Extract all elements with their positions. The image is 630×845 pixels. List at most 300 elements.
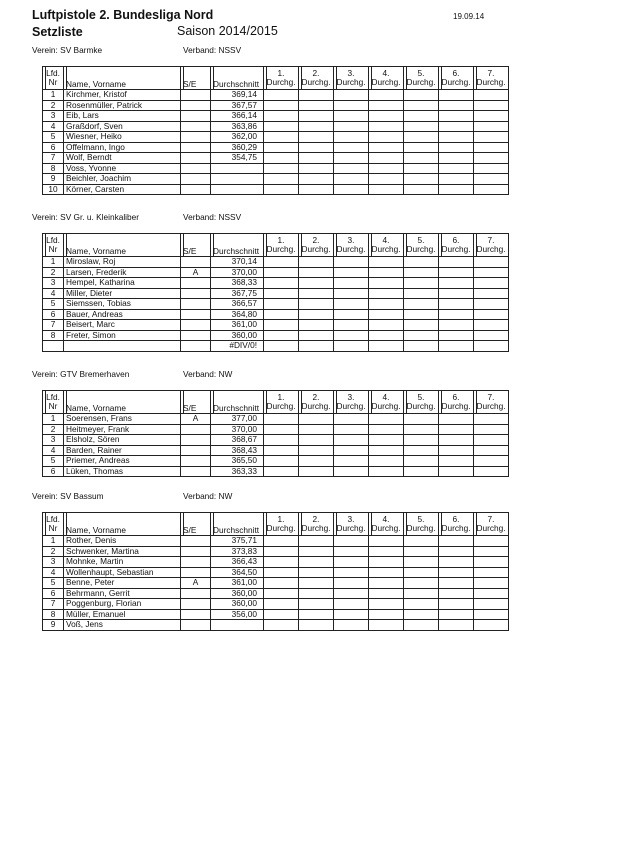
durchgang-label: Durchg.	[476, 523, 506, 533]
table-row	[43, 257, 509, 268]
durchgang-cell-3	[334, 445, 369, 456]
header-average: Durchschnitt	[211, 234, 264, 257]
shooter-name: Priemer, Andreas	[64, 456, 181, 467]
verein-label: Verein:	[32, 212, 58, 222]
durchgang-cell-2	[299, 267, 334, 278]
durchgang-number: 3.	[347, 514, 355, 524]
durchgang-cell-3	[334, 257, 369, 268]
durchgang-cell-2	[299, 588, 334, 599]
verein-name: SV Bassum	[60, 491, 104, 501]
durchgang-cell-7	[474, 620, 509, 631]
durchgang-cell-3	[334, 90, 369, 101]
shooter-name: Poggenburg, Florian	[64, 599, 181, 610]
durchgang-cell-7	[474, 414, 509, 425]
durchgang-cell-1	[264, 320, 299, 331]
durchgang-label: Durchg.	[371, 244, 401, 254]
header-durchgang-d7	[474, 67, 509, 90]
durchgang-number: 7.	[487, 392, 495, 402]
header-durchgang-d6	[439, 67, 474, 90]
durchgang-cell-4	[369, 578, 404, 589]
durchgang-cell-1	[264, 456, 299, 467]
durchgang-cell-5	[404, 435, 439, 446]
se-marker: A	[181, 578, 211, 589]
shooter-name: Graßdorf, Sven	[64, 121, 181, 132]
durchgang-cell-1	[264, 546, 299, 557]
table-row	[43, 330, 509, 341]
club-name-line	[32, 212, 139, 222]
durchgang-cell-2	[299, 278, 334, 289]
durchgang-cell-3	[334, 536, 369, 547]
average-score: 375,71	[211, 536, 264, 547]
row-number: 6	[43, 142, 64, 153]
durchgang-cell-7	[474, 111, 509, 122]
average-score: 361,00	[211, 320, 264, 331]
durchgang-cell-5	[404, 100, 439, 111]
durchgang-cell-2	[299, 456, 334, 467]
header-durchgang-d5	[404, 67, 439, 90]
header-durchgang-d2	[299, 67, 334, 90]
durchgang-cell-7	[474, 599, 509, 610]
shooter-name: Bauer, Andreas	[64, 309, 181, 320]
durchgang-number: 1.	[277, 514, 285, 524]
durchgang-cell-6	[439, 620, 474, 631]
durchgang-cell-6	[439, 588, 474, 599]
row-number: 5	[43, 299, 64, 310]
header-durchgang-d6	[439, 513, 474, 536]
durchgang-cell-7	[474, 267, 509, 278]
durchgang-cell-4	[369, 414, 404, 425]
verein-label: Verein:	[32, 369, 58, 379]
durchgang-cell-5	[404, 466, 439, 477]
row-number: 6	[43, 588, 64, 599]
durchgang-cell-6	[439, 278, 474, 289]
verband-name: NW	[218, 491, 233, 501]
durchgang-cell-6	[439, 445, 474, 456]
durchgang-cell-7	[474, 578, 509, 589]
table-row	[43, 609, 509, 620]
durchgang-number: 5.	[417, 68, 425, 78]
average-score: 364,50	[211, 567, 264, 578]
durchgang-cell-4	[369, 536, 404, 547]
durchgang-label: Durchg.	[441, 401, 471, 411]
durchgang-cell-7	[474, 163, 509, 174]
durchgang-cell-4	[369, 620, 404, 631]
header-se: S/E	[181, 391, 211, 414]
durchgang-cell-6	[439, 288, 474, 299]
durchgang-cell-5	[404, 546, 439, 557]
shooter-name: Offelmann, Ingo	[64, 142, 181, 153]
header-name: Name, Vorname	[64, 513, 181, 536]
durchgang-cell-2	[299, 609, 334, 620]
durchgang-cell-6	[439, 90, 474, 101]
durchgang-number: 1.	[277, 68, 285, 78]
shooter-name: Larsen, Frederik	[64, 267, 181, 278]
durchgang-cell-5	[404, 567, 439, 578]
durchgang-cell-3	[334, 309, 369, 320]
setzliste-table	[42, 512, 509, 631]
average-score: 363,86	[211, 121, 264, 132]
verband-label: Verband:	[183, 491, 217, 501]
header-se: S/E	[181, 67, 211, 90]
durchgang-cell-5	[404, 121, 439, 132]
club-name-line	[32, 369, 129, 379]
durchgang-cell-4	[369, 174, 404, 185]
durchgang-cell-3	[334, 184, 369, 195]
row-number: 1	[43, 414, 64, 425]
durchgang-cell-6	[439, 163, 474, 174]
header-durchgang-d4	[369, 391, 404, 414]
durchgang-cell-2	[299, 536, 334, 547]
durchgang-cell-5	[404, 111, 439, 122]
table-row	[43, 267, 509, 278]
durchgang-cell-4	[369, 341, 404, 352]
header-durchgang-d1	[264, 391, 299, 414]
durchgang-cell-6	[439, 267, 474, 278]
durchgang-cell-1	[264, 435, 299, 446]
durchgang-cell-2	[299, 121, 334, 132]
row-number: 8	[43, 330, 64, 341]
average-score: 367,57	[211, 100, 264, 111]
durchgang-number: 5.	[417, 514, 425, 524]
table-row	[43, 153, 509, 164]
se-marker: A	[181, 414, 211, 425]
se-marker	[181, 121, 211, 132]
table-row	[43, 578, 509, 589]
se-marker	[181, 309, 211, 320]
header-name: Name, Vorname	[64, 67, 181, 90]
average-score: 377,00	[211, 414, 264, 425]
durchgang-cell-4	[369, 121, 404, 132]
row-number: 7	[43, 153, 64, 164]
table-row	[43, 414, 509, 425]
durchgang-number: 3.	[347, 235, 355, 245]
durchgang-cell-1	[264, 414, 299, 425]
header-lfd: Lfd.	[46, 235, 60, 245]
durchgang-cell-3	[334, 599, 369, 610]
average-score: 370,00	[211, 267, 264, 278]
se-marker	[181, 435, 211, 446]
durchgang-number: 6.	[452, 514, 460, 524]
durchgang-cell-7	[474, 536, 509, 547]
durchgang-label: Durchg.	[301, 523, 331, 533]
table-row	[43, 599, 509, 610]
durchgang-cell-4	[369, 456, 404, 467]
verband-line	[183, 45, 241, 55]
shooter-name: Soerensen, Frans	[64, 414, 181, 425]
page-subtitle: Setzliste	[32, 25, 83, 39]
durchgang-cell-6	[439, 132, 474, 143]
durchgang-cell-6	[439, 320, 474, 331]
durchgang-cell-3	[334, 588, 369, 599]
durchgang-cell-5	[404, 184, 439, 195]
durchgang-cell-2	[299, 414, 334, 425]
durchgang-cell-3	[334, 320, 369, 331]
durchgang-cell-1	[264, 184, 299, 195]
durchgang-label: Durchg.	[336, 401, 366, 411]
durchgang-label: Durchg.	[336, 523, 366, 533]
durchgang-cell-1	[264, 100, 299, 111]
verein-label: Verein:	[32, 491, 58, 501]
club-name-line	[32, 45, 102, 55]
se-marker	[181, 257, 211, 268]
durchgang-label: Durchg.	[336, 77, 366, 87]
se-marker	[181, 184, 211, 195]
durchgang-label: Durchg.	[301, 244, 331, 254]
durchgang-cell-6	[439, 567, 474, 578]
row-number: 4	[43, 288, 64, 299]
durchgang-cell-3	[334, 299, 369, 310]
durchgang-cell-2	[299, 288, 334, 299]
verband-name: NW	[218, 369, 233, 379]
table-row	[43, 163, 509, 174]
durchgang-cell-4	[369, 142, 404, 153]
durchgang-cell-1	[264, 341, 299, 352]
header-average: Durchschnitt	[211, 513, 264, 536]
durchgang-cell-3	[334, 153, 369, 164]
durchgang-cell-7	[474, 567, 509, 578]
durchgang-cell-1	[264, 330, 299, 341]
table-row	[43, 111, 509, 122]
se-marker: A	[181, 267, 211, 278]
row-number: 8	[43, 609, 64, 620]
durchgang-cell-7	[474, 142, 509, 153]
durchgang-cell-4	[369, 567, 404, 578]
header-durchgang-d1	[264, 513, 299, 536]
durchgang-cell-1	[264, 567, 299, 578]
header-se: S/E	[181, 513, 211, 536]
durchgang-cell-5	[404, 278, 439, 289]
shooter-name: Behrmann, Gerrit	[64, 588, 181, 599]
durchgang-cell-1	[264, 466, 299, 477]
header-nr: Nr	[48, 523, 58, 533]
average-score	[211, 184, 264, 195]
durchgang-label: Durchg.	[371, 77, 401, 87]
row-number: 5	[43, 456, 64, 467]
average-score: 368,67	[211, 435, 264, 446]
shooter-name: Elsholz, Sören	[64, 435, 181, 446]
durchgang-cell-5	[404, 174, 439, 185]
durchgang-number: 4.	[382, 68, 390, 78]
durchgang-cell-4	[369, 278, 404, 289]
durchgang-cell-1	[264, 557, 299, 568]
se-marker	[181, 424, 211, 435]
durchgang-cell-1	[264, 142, 299, 153]
row-number: 9	[43, 174, 64, 185]
durchgang-cell-1	[264, 536, 299, 547]
durchgang-cell-2	[299, 546, 334, 557]
average-score: 363,33	[211, 466, 264, 477]
table-row	[43, 567, 509, 578]
durchgang-cell-1	[264, 153, 299, 164]
header-durchgang-d3	[334, 67, 369, 90]
durchgang-cell-5	[404, 267, 439, 278]
durchgang-cell-6	[439, 466, 474, 477]
durchgang-cell-1	[264, 578, 299, 589]
se-marker	[181, 445, 211, 456]
durchgang-cell-3	[334, 278, 369, 289]
header-durchgang-d7	[474, 391, 509, 414]
durchgang-label: Durchg.	[476, 401, 506, 411]
durchgang-cell-6	[439, 142, 474, 153]
row-number: 1	[43, 257, 64, 268]
durchgang-cell-1	[264, 174, 299, 185]
row-number: 6	[43, 309, 64, 320]
durchgang-cell-3	[334, 174, 369, 185]
durchgang-cell-5	[404, 599, 439, 610]
durchgang-cell-3	[334, 100, 369, 111]
average-score: 365,50	[211, 456, 264, 467]
header-durchgang-d1	[264, 67, 299, 90]
table-row	[43, 456, 509, 467]
durchgang-label: Durchg.	[476, 244, 506, 254]
durchgang-cell-7	[474, 288, 509, 299]
durchgang-cell-6	[439, 424, 474, 435]
durchgang-cell-1	[264, 132, 299, 143]
shooter-name: Benne, Peter	[64, 578, 181, 589]
table-row	[43, 132, 509, 143]
durchgang-cell-2	[299, 299, 334, 310]
shooter-name: Beichler, Joachim	[64, 174, 181, 185]
durchgang-cell-7	[474, 435, 509, 446]
average-score: 370,14	[211, 257, 264, 268]
durchgang-cell-6	[439, 174, 474, 185]
row-number: 2	[43, 100, 64, 111]
header-durchgang-d3	[334, 513, 369, 536]
durchgang-cell-1	[264, 267, 299, 278]
durchgang-cell-4	[369, 184, 404, 195]
durchgang-label: Durchg.	[476, 77, 506, 87]
average-score: 367,75	[211, 288, 264, 299]
header-lfd-nr	[43, 513, 64, 536]
durchgang-cell-7	[474, 445, 509, 456]
shooter-name: Kirchmer, Kristof	[64, 90, 181, 101]
shooter-name: Freter, Simon	[64, 330, 181, 341]
durchgang-cell-3	[334, 466, 369, 477]
durchgang-cell-1	[264, 299, 299, 310]
durchgang-cell-6	[439, 546, 474, 557]
durchgang-cell-2	[299, 90, 334, 101]
durchgang-cell-4	[369, 309, 404, 320]
durchgang-cell-7	[474, 309, 509, 320]
durchgang-cell-3	[334, 609, 369, 620]
durchgang-cell-2	[299, 153, 334, 164]
average-score: #DIV/0!	[211, 341, 264, 352]
row-number: 10	[43, 184, 64, 195]
durchgang-cell-3	[334, 567, 369, 578]
header-lfd-nr	[43, 67, 64, 90]
durchgang-cell-2	[299, 620, 334, 631]
durchgang-cell-6	[439, 536, 474, 547]
durchgang-cell-5	[404, 456, 439, 467]
se-marker	[181, 620, 211, 631]
durchgang-number: 4.	[382, 392, 390, 402]
average-score: 360,00	[211, 330, 264, 341]
durchgang-cell-7	[474, 100, 509, 111]
durchgang-cell-7	[474, 174, 509, 185]
durchgang-number: 7.	[487, 68, 495, 78]
durchgang-number: 1.	[277, 392, 285, 402]
durchgang-number: 6.	[452, 235, 460, 245]
row-number: 2	[43, 424, 64, 435]
table-row	[43, 466, 509, 477]
durchgang-number: 3.	[347, 392, 355, 402]
shooter-name: Hempel, Katharina	[64, 278, 181, 289]
durchgang-cell-2	[299, 435, 334, 446]
average-score: 354,75	[211, 153, 264, 164]
durchgang-cell-2	[299, 163, 334, 174]
shooter-name: Miroslaw, Roj	[64, 257, 181, 268]
durchgang-number: 5.	[417, 392, 425, 402]
season-label: Saison 2014/2015	[177, 24, 278, 38]
durchgang-cell-4	[369, 320, 404, 331]
table-header-row	[43, 234, 509, 257]
durchgang-cell-4	[369, 546, 404, 557]
durchgang-cell-5	[404, 557, 439, 568]
durchgang-cell-3	[334, 578, 369, 589]
durchgang-cell-7	[474, 90, 509, 101]
row-number: 5	[43, 578, 64, 589]
durchgang-number: 6.	[452, 392, 460, 402]
header-durchgang-d1	[264, 234, 299, 257]
average-score: 369,14	[211, 90, 264, 101]
row-number: 6	[43, 466, 64, 477]
table-row	[43, 435, 509, 446]
durchgang-cell-7	[474, 299, 509, 310]
header-durchgang-d4	[369, 234, 404, 257]
durchgang-number: 2.	[312, 514, 320, 524]
average-score	[211, 174, 264, 185]
durchgang-cell-4	[369, 153, 404, 164]
durchgang-cell-3	[334, 111, 369, 122]
durchgang-number: 1.	[277, 235, 285, 245]
average-score: 366,14	[211, 111, 264, 122]
shooter-name: Beisert, Marc	[64, 320, 181, 331]
durchgang-cell-2	[299, 466, 334, 477]
table-header-row	[43, 513, 509, 536]
average-score: 373,83	[211, 546, 264, 557]
durchgang-cell-3	[334, 288, 369, 299]
durchgang-cell-6	[439, 599, 474, 610]
durchgang-cell-2	[299, 111, 334, 122]
durchgang-cell-3	[334, 163, 369, 174]
table-row	[43, 588, 509, 599]
durchgang-cell-7	[474, 341, 509, 352]
average-score	[211, 620, 264, 631]
durchgang-cell-2	[299, 320, 334, 331]
durchgang-cell-2	[299, 257, 334, 268]
durchgang-cell-4	[369, 267, 404, 278]
durchgang-cell-6	[439, 578, 474, 589]
durchgang-cell-5	[404, 132, 439, 143]
durchgang-cell-2	[299, 309, 334, 320]
table-row	[43, 536, 509, 547]
se-marker	[181, 111, 211, 122]
average-score: 360,00	[211, 588, 264, 599]
se-marker	[181, 132, 211, 143]
verband-label: Verband:	[183, 212, 217, 222]
durchgang-cell-2	[299, 599, 334, 610]
durchgang-cell-6	[439, 341, 474, 352]
durchgang-cell-3	[334, 132, 369, 143]
durchgang-cell-3	[334, 414, 369, 425]
se-marker	[181, 341, 211, 352]
header-durchgang-d7	[474, 513, 509, 536]
row-number: 2	[43, 546, 64, 557]
average-score: 364,80	[211, 309, 264, 320]
durchgang-cell-4	[369, 330, 404, 341]
table-row	[43, 620, 509, 631]
durchgang-cell-7	[474, 456, 509, 467]
